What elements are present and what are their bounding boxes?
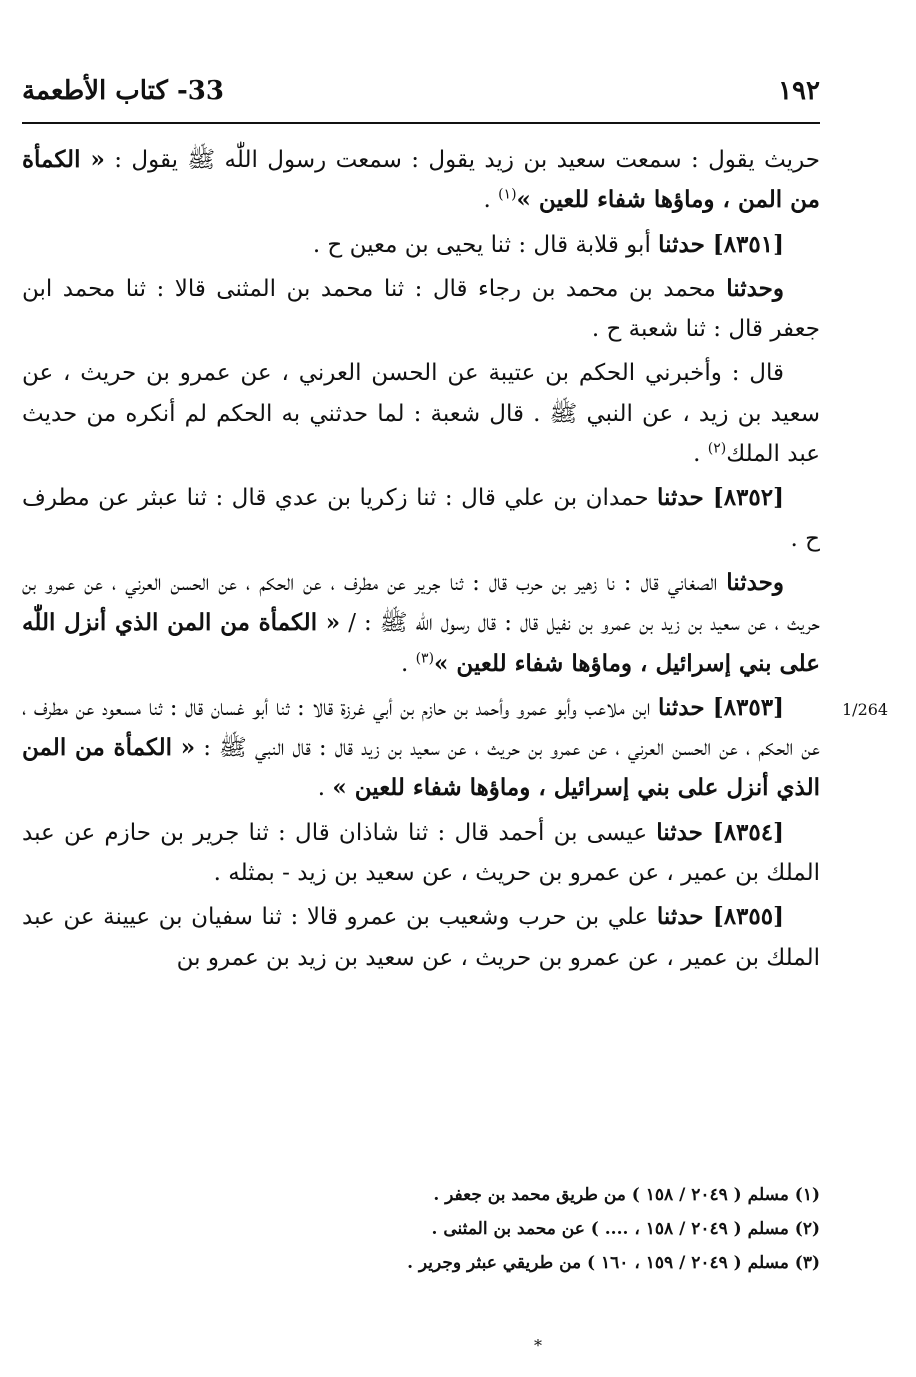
chapter-title: 33- كتاب الأطعمة	[22, 76, 224, 106]
bold-text: حدثنا	[656, 903, 704, 931]
text-run: ابن ملاعب وأبو عمرو وأحمد بن حازم بن أبي غرزة قالا : ثنا أبو غسان قال : ثنا مسعود عن مطرف ، عن الحكم ، عن الحسن العرني ، عن عمرو بن حريث ، عن سعيد بن زيد قال : قال النبي ﷺ :	[22, 694, 820, 762]
bold-text: [٨٣٥٥]	[703, 903, 785, 931]
bold-text: [٨٣٥١]	[704, 230, 784, 258]
bold-text: وحدثنا	[726, 274, 784, 302]
text-run: الصغاني قال : نا زهير بن حرب قال : ثنا جرير عن مطرف ، عن الحكم ، عن الحسن العرني ، عن عمرو بن حريث ، عن سعيد بن زيد بن عمرو بن نفيل قال : قال رسول اللّٰه ﷺ : /	[22, 569, 821, 637]
paragraph	[22, 688, 820, 809]
text-run: .	[317, 775, 333, 802]
paragraph	[22, 269, 820, 350]
bold-text: حدثنا	[658, 230, 705, 258]
paragraph	[22, 225, 820, 265]
bold-text: [٨٣٥٢]	[703, 484, 785, 512]
text-run: قال : وأخبرني الحكم بن عتيبة عن الحسن العرني ، عن عمرو بن حريث ، عن سعيد بن زيد ، عن النبي ﷺ . قال شعبة : لما حدثني به الحكم لم أنكره من حديث عبد الملك	[22, 360, 820, 468]
bold-text: [٨٣٥٣]	[704, 693, 784, 721]
paragraph	[22, 897, 820, 978]
header-divider	[22, 122, 820, 124]
bold-text: وحدثنا	[726, 568, 784, 596]
bold-text: [٨٣٥٤]	[702, 818, 784, 846]
bold-text: حدثنا	[656, 818, 703, 846]
main-text	[22, 140, 820, 982]
margin-reference: 1/264	[842, 700, 889, 719]
page-number: ١٩٢	[778, 76, 820, 106]
paragraph	[22, 353, 820, 474]
bold-text: حدثنا	[657, 484, 704, 512]
footnote: (٣) مسلم ( ٢٠٤٩ / ١٥٩ ، ١٦٠ ) من طريقي عبثر وجرير .	[407, 1253, 820, 1273]
text-run: حمدان بن علي قال : ثنا زكريا بن عدي قال : ثنا عبثر عن مطرف ح .	[22, 485, 820, 552]
text-run: .	[693, 441, 708, 468]
footnotes	[22, 1178, 820, 1280]
bold-text: « الكمأة من المن الذي أنزل على بني إسرائيل ، وماؤها شفاء للعين »	[22, 734, 820, 802]
bold-text: حدثنا	[657, 693, 705, 721]
text-run: حريث يقول : سمعت سعيد بن زيد يقول : سمعت رسول اللّٰه ﷺ يقول :	[104, 147, 820, 173]
text-run: أبو قلابة قال : ثنا يحيى بن معين ح .	[312, 231, 659, 258]
footnote-ref: (٣)	[415, 649, 435, 666]
footnote-ref: (٢)	[707, 440, 727, 457]
text-run: .	[400, 650, 416, 677]
paragraph	[22, 813, 820, 894]
paragraph	[22, 563, 820, 684]
text-run: عيسى بن أحمد قال : ثنا شاذان قال : ثنا جرير بن حازم عن عبد الملك بن عمير ، عن عمرو بن حريث ، عن سعيد بن زيد - بمثله .	[22, 819, 820, 887]
footnote: (١) مسلم ( ٢٠٤٩ / ١٥٨ ) من طريق محمد بن جعفر .	[433, 1185, 820, 1205]
bold-text: « الكمأة من المن الذي أنزل اللّٰه على بني إسرائيل ، وماؤها شفاء للعين »	[22, 609, 820, 677]
footnote: (٢) مسلم ( ٢٠٤٩ / ١٥٨ ، .... ) عن محمد بن المثنى .	[431, 1219, 820, 1239]
paragraph	[22, 140, 820, 221]
bold-text: « الكمأة من المن ، وماؤها شفاء للعين »	[22, 146, 820, 214]
bottom-mark: *	[534, 1336, 542, 1355]
page-header	[22, 72, 820, 112]
footnote-ref: (١)	[498, 186, 517, 203]
text-run: .	[483, 187, 499, 214]
text-run: علي بن حرب وشعيب بن عمرو قالا : ثنا سفيان بن عيينة عن عبد الملك بن عمير ، عن عمرو بن حريث ، عن سعيد بن زيد بن عمرو بن	[22, 904, 820, 971]
text-run: محمد بن محمد بن رجاء قال : ثنا محمد بن المثنى قالا : ثنا محمد ابن جعفر قال : ثنا شعبة ح .	[22, 275, 820, 343]
paragraph	[22, 478, 820, 559]
